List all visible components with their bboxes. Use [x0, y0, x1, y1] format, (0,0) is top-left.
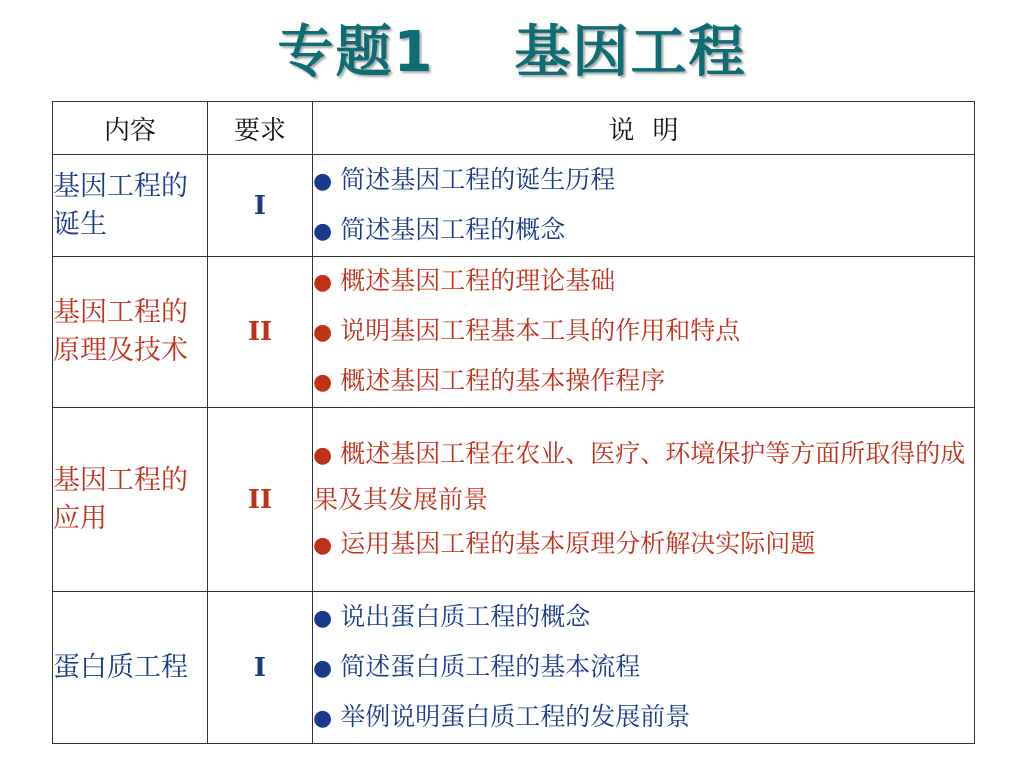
header-requirement: 要求 [208, 102, 313, 155]
description-item [313, 206, 974, 256]
table-row [53, 155, 975, 257]
description-item [313, 522, 974, 568]
row-description [313, 257, 975, 408]
row-topic: 蛋白质工程 [53, 592, 208, 744]
table-row [53, 408, 975, 592]
bullet-icon: ● [313, 270, 333, 295]
row-topic: 基因工程的原理及技术 [53, 257, 208, 408]
bullet-icon: ● [313, 605, 333, 631]
description-item [313, 156, 974, 206]
description-item [313, 693, 974, 743]
description-item-text: 概述基因工程在农业、医疗、环境保护等方面所取得的成果及其发展前景 [313, 438, 966, 514]
description-item-text: 简述基因工程的概念 [340, 214, 566, 244]
bullet-icon: ● [313, 655, 333, 681]
header-description-label: 说明 [608, 115, 697, 146]
description-item-text: 说明基因工程基本工具的作用和特点 [340, 316, 741, 345]
description-item [313, 357, 974, 407]
bullet-icon: ● [313, 218, 333, 244]
bullet-icon: ● [313, 442, 333, 468]
description-item [313, 257, 974, 307]
row-topic: 基因工程的诞生 [53, 155, 208, 257]
description-item-text: 运用基因工程的基本原理分析解决实际问题 [340, 528, 816, 558]
description-item-text: 举例说明蛋白质工程的发展前景 [340, 701, 691, 731]
table-row [53, 257, 975, 408]
description-item-text: 简述基因工程的诞生历程 [340, 164, 616, 194]
description-item [313, 307, 974, 357]
description-item [313, 643, 974, 693]
requirements-table [52, 101, 975, 744]
description-item [313, 593, 974, 643]
description-item-text: 简述蛋白质工程的基本流程 [340, 651, 641, 681]
row-topic: 基因工程的应用 [53, 408, 208, 592]
row-description [313, 155, 975, 257]
bullet-icon: ● [313, 370, 333, 395]
description-item-text: 概述基因工程的基本操作程序 [340, 366, 666, 395]
header-content: 内容 [53, 102, 208, 155]
description-item-text: 概述基因工程的理论基础 [340, 266, 616, 295]
slide-title-part1: 专题1 [277, 20, 435, 85]
slide-title-part2: 基因工程 [514, 20, 747, 85]
bullet-icon: ● [313, 320, 333, 345]
table-header-row [53, 102, 975, 155]
row-requirement: I [208, 155, 313, 257]
table-row [53, 592, 975, 744]
row-description [313, 592, 975, 744]
row-description [313, 408, 975, 592]
row-requirement: I [208, 592, 313, 744]
slide-title [0, 8, 1024, 88]
bullet-icon: ● [313, 532, 333, 558]
header-description [313, 102, 975, 155]
row-requirement: II [208, 257, 313, 408]
bullet-icon: ● [313, 705, 333, 731]
description-item-text: 说出蛋白质工程的概念 [340, 601, 591, 631]
bullet-icon: ● [313, 168, 333, 194]
description-item [313, 432, 974, 522]
row-requirement: II [208, 408, 313, 592]
